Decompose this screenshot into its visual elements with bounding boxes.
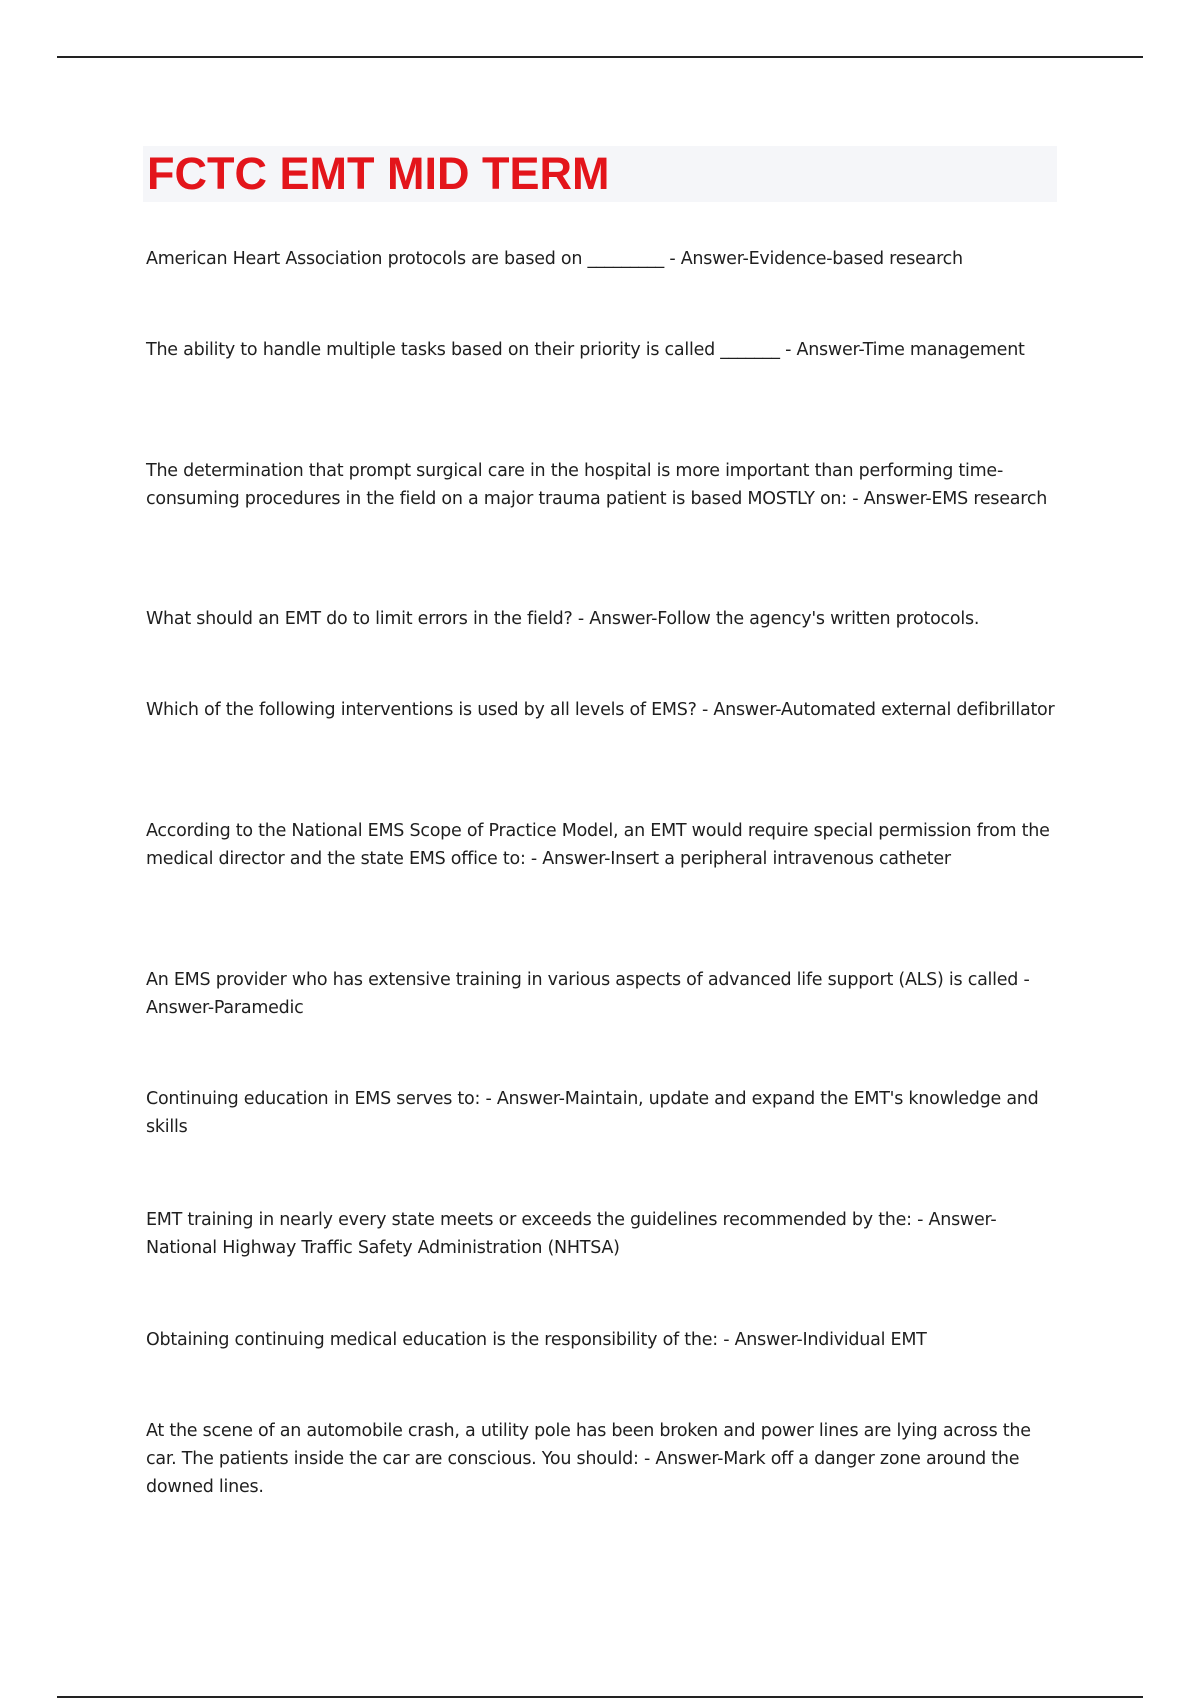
qa-item-4 [146, 605, 1061, 633]
question: American Heart Association protocols are based on _________ [146, 249, 664, 269]
qa-item-6 [146, 817, 1061, 873]
answer: Follow the agency's written protocols. [657, 609, 980, 629]
question: An EMS provider who has extensive training in various aspects of advanced life support (ALS) is called [146, 970, 1019, 990]
answer: Insert a peripheral intravenous catheter [610, 849, 951, 869]
question: At the scene of an automobile crash, a utility pole has been broken and power lines are lying across the car. The patients inside the car are conscious. You should: [146, 1421, 1031, 1469]
qa-item-2 [146, 336, 1061, 364]
answer: EMS research [931, 489, 1048, 509]
qa-item-10 [146, 1326, 1061, 1354]
question: According to the National EMS Scope of Practice Model, an EMT would require special permission from the medical director and the state EMS office to: [146, 821, 1050, 869]
answer-separator: - Answer- [846, 489, 932, 509]
answer-separator: - Answer- [480, 1089, 565, 1109]
answer: Automated external defibrillator [780, 700, 1055, 720]
qa-item-11 [146, 1417, 1061, 1501]
answer: Mark off a danger zone around the downed lines. [146, 1449, 1020, 1497]
answer: Paramedic [213, 998, 304, 1018]
answer-separator: - Answer- [146, 970, 1030, 1018]
answer-separator: - Answer- [525, 849, 611, 869]
answer-separator: - Answer- [638, 1449, 724, 1469]
question: The ability to handle multiple tasks based on their priority is called _______ [146, 340, 780, 360]
answer-separator: - Answer- [572, 609, 658, 629]
qa-item-7 [146, 966, 1061, 1022]
question: EMT training in nearly every state meets or exceeds the guidelines recommended by the: [146, 1210, 912, 1230]
answer: Evidence-based research [748, 249, 963, 269]
top-rule [57, 56, 1143, 58]
qa-item-8 [146, 1085, 1061, 1141]
answer: National Highway Traffic Safety Administration (NHTSA) [146, 1238, 620, 1258]
document-title: FCTC EMT MID TERM [147, 148, 610, 199]
bottom-rule [57, 1696, 1143, 1698]
question: What should an EMT do to limit errors in the field? [146, 609, 573, 629]
question: Continuing education in EMS serves to: [146, 1089, 481, 1109]
answer-separator: - Answer- [911, 1210, 997, 1230]
question: The determination that prompt surgical care in the hospital is more important than performing time-consuming procedures in the field on a major trauma patient is based MOSTLY on: [146, 461, 1004, 509]
answer-separator: - Answer- [664, 249, 749, 269]
qa-item-9 [146, 1206, 1061, 1262]
qa-item-1 [146, 245, 1061, 273]
answer: Individual EMT [802, 1330, 927, 1350]
answer-separator: - Answer- [717, 1330, 803, 1350]
qa-item-3 [146, 457, 1061, 513]
question: Obtaining continuing medical education is the responsibility of the: [146, 1330, 718, 1350]
answer-separator: - Answer- [779, 340, 863, 360]
answer-separator: - Answer- [696, 700, 781, 720]
qa-item-5 [146, 696, 1061, 724]
answer: Time management [862, 340, 1025, 360]
question: Which of the following interventions is used by all levels of EMS? [146, 700, 697, 720]
answer: Maintain, update and expand the EMT's knowledge and skills [146, 1089, 1039, 1137]
